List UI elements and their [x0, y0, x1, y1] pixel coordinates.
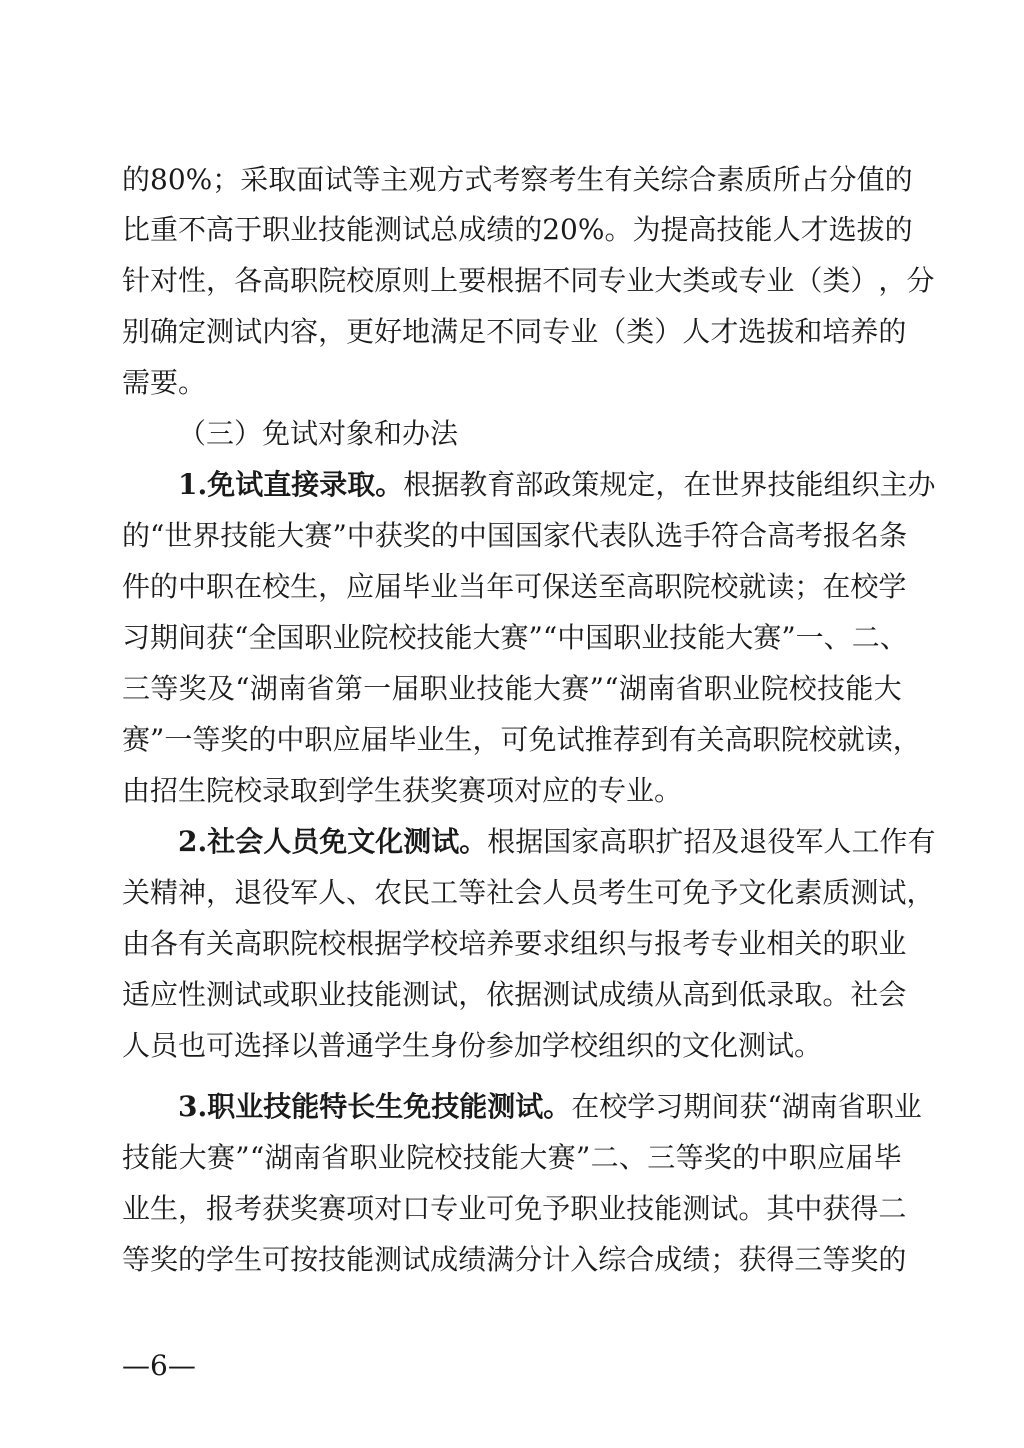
section-heading: （三）免试对象和办法	[178, 417, 459, 450]
item-1-first-line-text: 根 据 教 育 部 政 策 规 定 ， 在 世 界 技 能 组 织 主 办	[403, 468, 936, 501]
item-3-first-line-text: 在 校 学 习 期 间 获 “ 湖 南 省 职 业	[571, 1090, 922, 1123]
paragraph-line: 适 应 性 测 试 或 职 业 技 能 测 试 ， 依 据 测 试 成 绩 从 高 到 低 录 取 。 社 会	[122, 978, 907, 1011]
item-1-title: 1.免试直接录取。	[178, 468, 404, 501]
paragraph-line: 比 重 不 高 于 职 业 技 能 测 试 总 成 绩 的 20% 。 为 提 高 技 能 人 才 选 拔 的	[122, 213, 913, 246]
paragraph-line: 需要。	[122, 366, 207, 399]
paragraph-line: 三 等 奖 及 “ 湖 南 省 第 一 届 职 业 技 能 大 赛 ” “ 湖 南 省 职 业 院 校 技 能 大	[122, 672, 902, 705]
paragraph-line: 关 精 神 ， 退 役 军 人 、 农 民 工 等 社 会 人 员 考 生 可 免 予 文 化 素 质 测 试 ，	[122, 876, 935, 909]
item-3-title: 3.职业技能特长生免技能测试。	[178, 1090, 572, 1123]
paragraph-line: 别 确 定 测 试 内 容 ， 更 好 地 满 足 不 同 专 业 （ 类 ） 人 才 选 拔 和 培 养 的	[122, 315, 907, 348]
paragraph-line: 针 对 性 ， 各 高 职 院 校 原 则 上 要 根 据 不 同 专 业 大 类 或 专 业 （ 类 ） ， 分	[122, 264, 935, 297]
paragraph-line: 技 能 大 赛 ” “ 湖 南 省 职 业 院 校 技 能 大 赛 ” 二 、 三 等 奖 的 中 职 应 届 毕	[122, 1141, 902, 1174]
paragraph-line: 的 80% ； 采 取 面 试 等 主 观 方 式 考 察 考 生 有 关 综 合 素 质 所 占 分 值 的	[122, 163, 913, 196]
item-1-first-line	[178, 465, 936, 505]
paragraph-line: 人员也可选择以普通学生身份参加学校组织的文化测试。	[122, 1029, 823, 1062]
paragraph-line: 由招生院校录取到学生获奖赛项对应的专业。	[122, 774, 683, 807]
item-3-first-line	[178, 1087, 922, 1127]
page-number: —6—	[122, 1349, 196, 1382]
paragraph-line: 习 期 间 获 “ 全 国 职 业 院 校 技 能 大 赛 ” “ 中 国 职 业 技 能 大 赛 ” 一 、 二 、	[122, 621, 908, 654]
paragraph-line: 的 “ 世 界 技 能 大 赛 ” 中 获 奖 的 中 国 国 家 代 表 队 选 手 符 合 高 考 报 名 条	[122, 519, 908, 552]
item-2-first-line	[178, 822, 936, 862]
paragraph-line: 等 奖 的 学 生 可 按 技 能 测 试 成 绩 满 分 计 入 综 合 成 绩 ； 获 得 三 等 奖 的	[122, 1243, 907, 1276]
paragraph-line: 件 的 中 职 在 校 生 ， 应 届 毕 业 当 年 可 保 送 至 高 职 院 校 就 读 ； 在 校 学	[122, 570, 907, 603]
paragraph-line: 由 各 有 关 高 职 院 校 根 据 学 校 培 养 要 求 组 织 与 报 考 专 业 相 关 的 职 业	[122, 927, 907, 960]
paragraph-line: 业 生 ， 报 考 获 奖 赛 项 对 口 专 业 可 免 予 职 业 技 能 测 试 。 其 中 获 得 二	[122, 1192, 907, 1225]
item-2-title: 2.社会人员免文化测试。	[178, 825, 488, 858]
item-2-first-line-text: 根 据 国 家 高 职 扩 招 及 退 役 军 人 工 作 有	[487, 825, 936, 858]
paragraph-line: 赛 ” 一 等 奖 的 中 职 应 届 毕 业 生 ， 可 免 试 推 荐 到 有 关 高 职 院 校 就 读 ，	[122, 723, 921, 756]
